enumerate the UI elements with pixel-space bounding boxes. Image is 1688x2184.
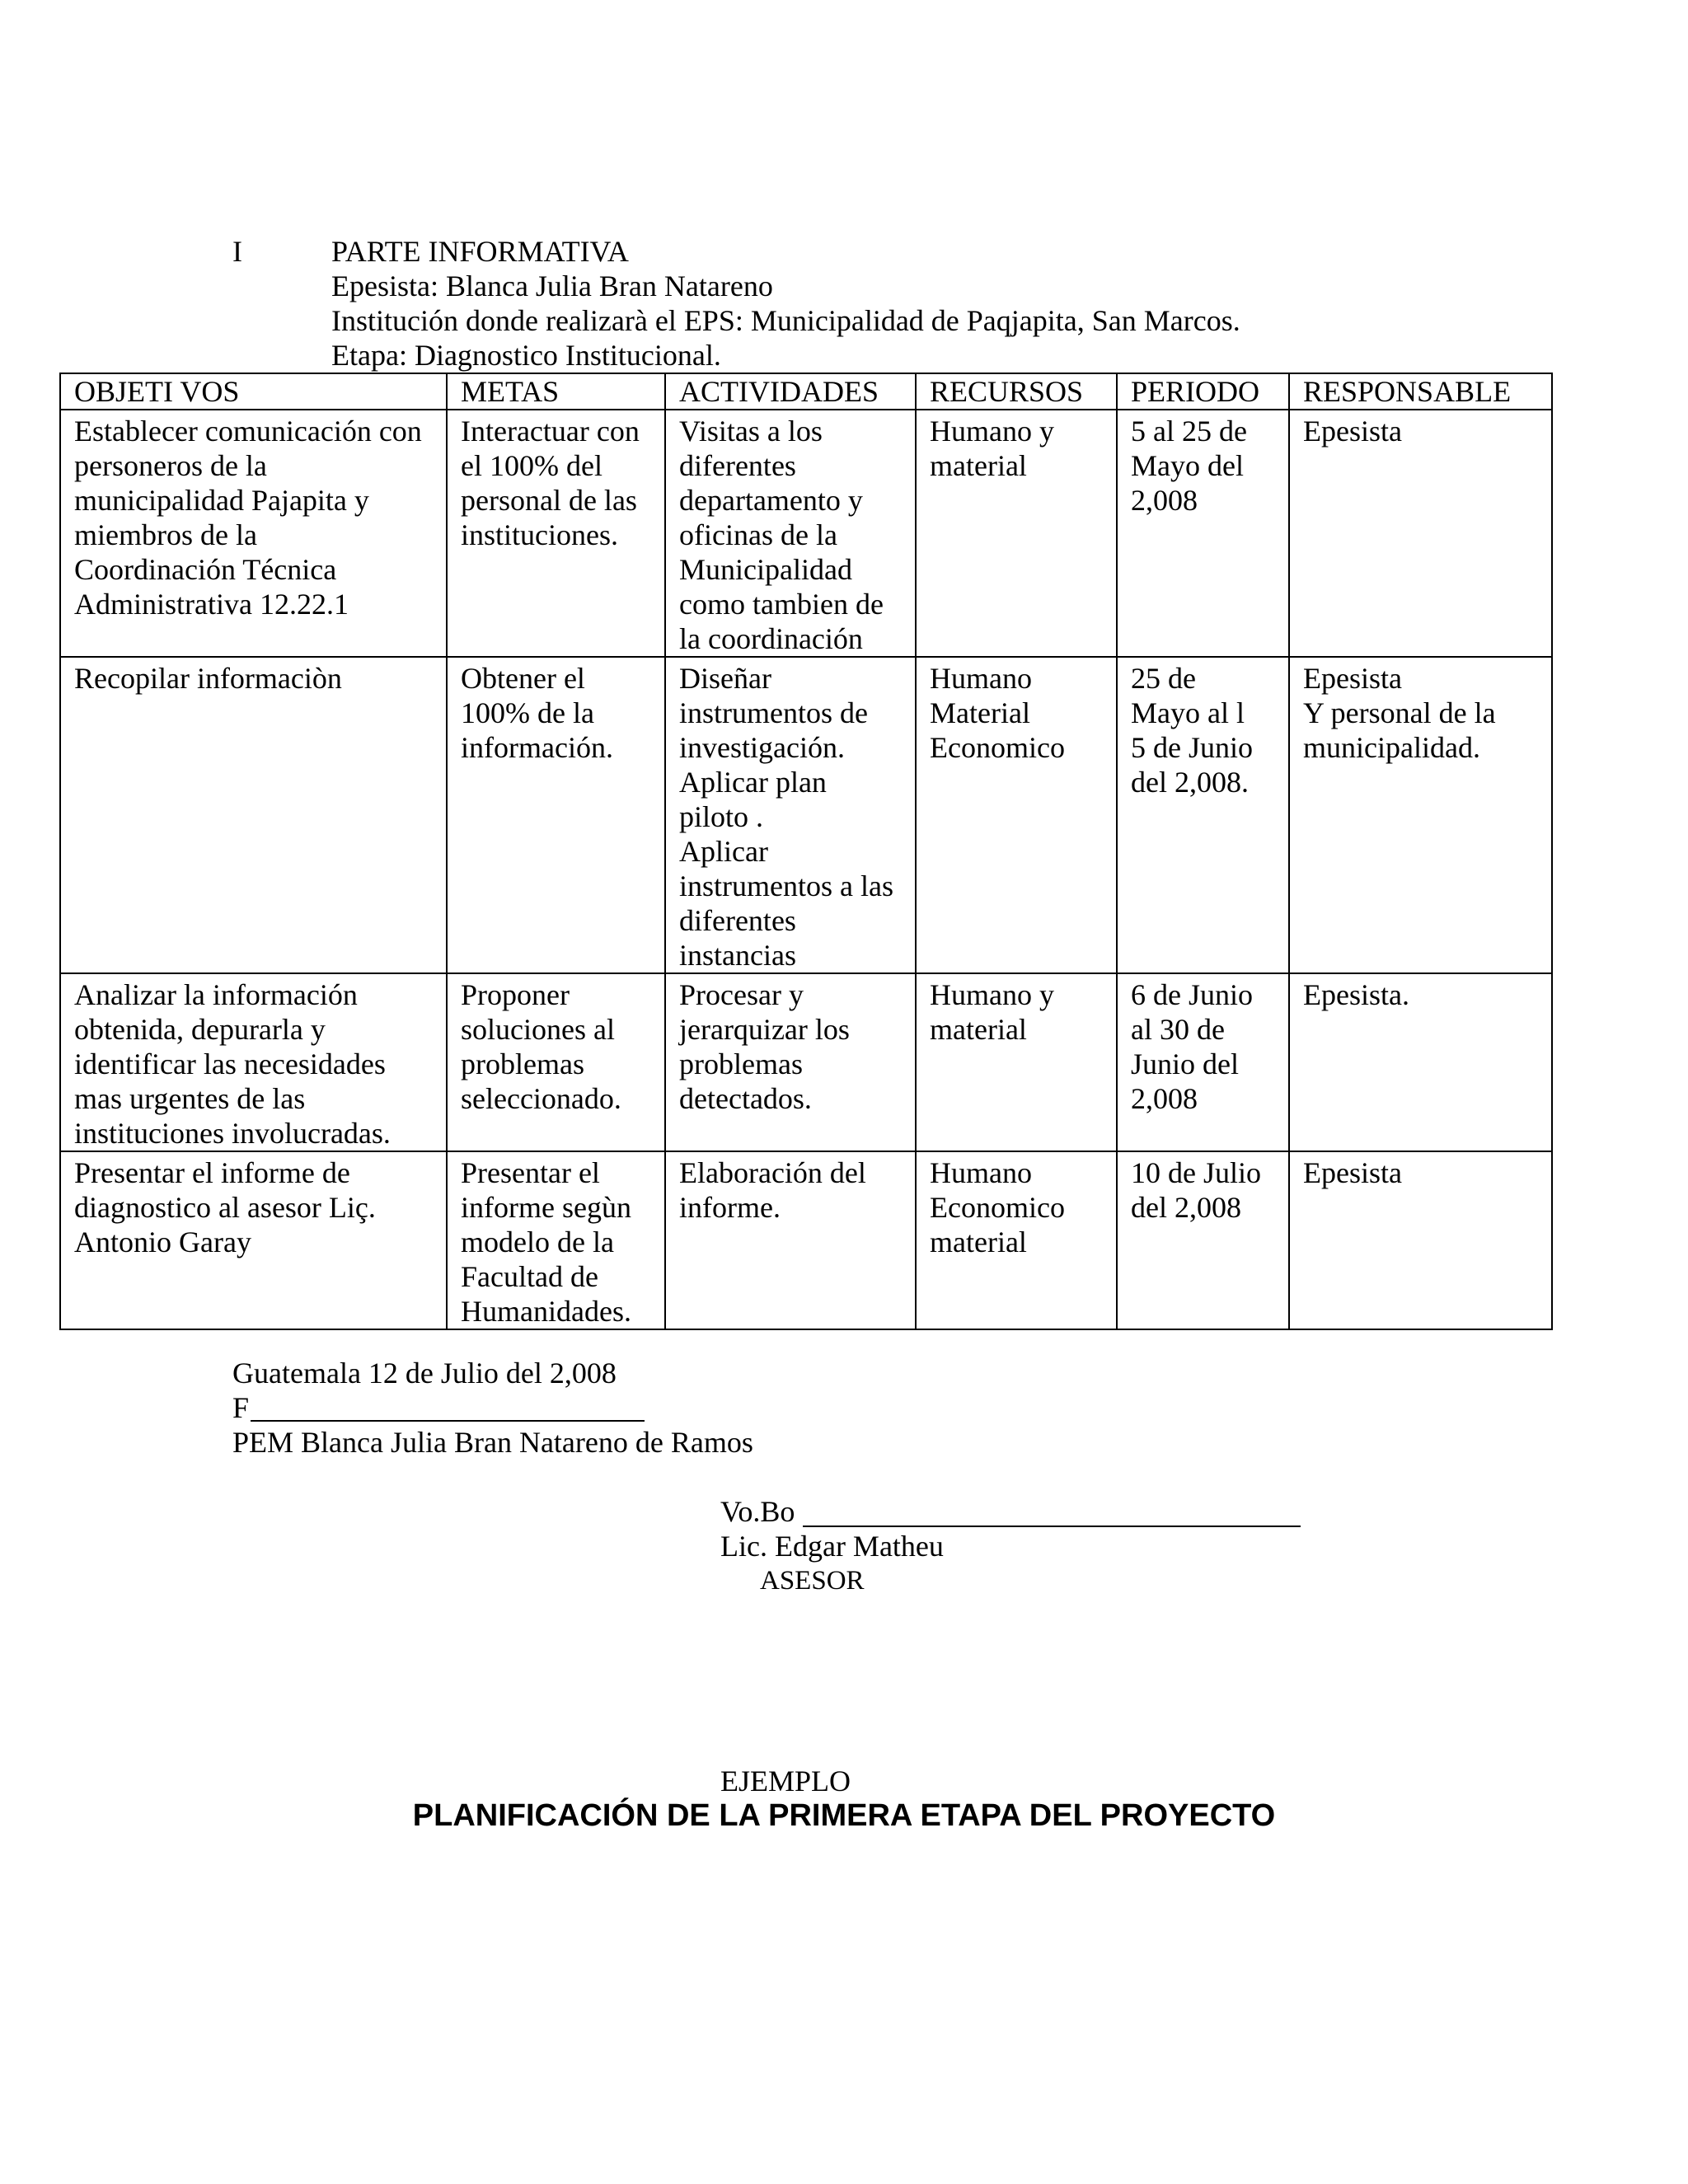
cell-text-line: material [930,1226,1027,1258]
cell-text-line: Aplicar plan [679,766,827,799]
cell-periodo [1117,410,1289,657]
cell-metas [447,657,665,973]
cell-text-line: Administrativa 12.22.1 [74,588,349,621]
cell-text-line: Establecer comunicación con [74,415,422,448]
cell-text-line: Procesar y [679,978,804,1011]
planning-table [59,373,1553,1330]
cell-text-line: instrumentos de [679,696,868,729]
cell-text-line: 10 de Julio [1131,1156,1261,1189]
place-date: Guatemala 12 de Julio del 2,008 [232,1357,617,1390]
cell-objetivos [60,1151,447,1329]
cell-text-line: Coordinación Técnica [74,553,337,586]
cell-text-line: seleccionado. [461,1082,621,1115]
cell-text-line: información. [461,731,613,764]
advisor-role: ASESOR [760,1566,865,1596]
cell-objetivos [60,973,447,1151]
cell-text-line: instancias [679,939,796,972]
cell-text-line: informe segùn [461,1191,631,1224]
cell-text-line: problemas [461,1047,584,1080]
cell-text-line: Mayo del [1131,449,1244,482]
cell-text-line: personal de las [461,484,637,517]
cell-text-line: material [930,1013,1027,1046]
cell-text-line: Humano y [930,978,1054,1011]
cell-text-line: piloto . [679,800,764,833]
vobo-signature-line [803,1526,1301,1527]
cell-actividades [665,657,916,973]
cell-text-line: el 100% del [461,449,603,482]
section-number: I [232,235,242,268]
example-label: EJEMPLO [720,1765,851,1797]
cell-responsable [1289,657,1552,973]
cell-text-line: jerarquizar los [679,1013,850,1046]
table-row [60,410,1552,657]
column-header-actividades: ACTIVIDADES [665,373,916,410]
cell-text-line: Junio del [1131,1047,1239,1080]
planning-heading: PLANIFICACIÓN DE LA PRIMERA ETAPA DEL PROYECTO [412,1798,1276,1833]
cell-responsable [1289,1151,1552,1329]
signer-name: PEM Blanca Julia Bran Natareno de Ramos [232,1426,753,1459]
cell-text-line: Diseñar [679,662,771,695]
cell-text-line: miembros de la [74,518,257,551]
cell-text-line: del 2,008 [1131,1191,1241,1224]
cell-text-line: oficinas de la [679,518,837,551]
cell-text-line: municipalidad Pajapita y [74,484,369,517]
column-header-metas: METAS [447,373,665,410]
cell-text-line: Elaboración del [679,1156,866,1189]
cell-text-line: mas urgentes de las [74,1082,306,1115]
cell-text-line: Proponer [461,978,570,1011]
cell-text-line: Economico [930,1191,1065,1224]
cell-periodo [1117,1151,1289,1329]
cell-text-line: 25 de [1131,662,1196,695]
cell-text-line: Material [930,696,1030,729]
cell-text-line: Epesista [1303,415,1402,448]
cell-text-line: municipalidad. [1303,731,1480,764]
cell-actividades [665,973,916,1151]
column-header-recursos: RECURSOS [916,373,1117,410]
cell-recursos [916,657,1117,973]
cell-text-line: detectados. [679,1082,812,1115]
cell-text-line: diferentes [679,449,796,482]
cell-text-line: modelo de la [461,1226,614,1258]
cell-text-line: Presentar el informe de [74,1156,350,1189]
cell-text-line: Visitas a los [679,415,823,448]
cell-text-line: 100% de la [461,696,594,729]
cell-text-line: Antonio Garay [74,1226,251,1258]
cell-recursos [916,410,1117,657]
cell-text-line: Epesista [1303,1156,1402,1189]
column-header-periodo: PERIODO [1117,373,1289,410]
cell-text-line: 5 de Junio [1131,731,1253,764]
cell-objetivos [60,657,447,973]
cell-text-line: instituciones. [461,518,618,551]
cell-periodo [1117,973,1289,1151]
signature-f-label: F [232,1391,250,1424]
signature-line [251,1420,645,1422]
cell-text-line: soluciones al [461,1013,615,1046]
table-row [60,973,1552,1151]
cell-text-line: diferentes [679,904,796,937]
cell-actividades [665,410,916,657]
cell-recursos [916,1151,1117,1329]
cell-text-line: problemas [679,1047,803,1080]
cell-text-line: obtenida, depurarla y [74,1013,326,1046]
cell-text-line: 2,008 [1131,1082,1198,1115]
cell-text-line: la coordinación [679,622,863,655]
cell-text-line: 6 de Junio [1131,978,1253,1011]
section-title: PARTE INFORMATIVA [331,235,629,268]
cell-text-line: 5 al 25 de [1131,415,1247,448]
cell-text-line: informe. [679,1191,781,1224]
cell-text-line: Epesista. [1303,978,1409,1011]
cell-text-line: Municipalidad [679,553,852,586]
column-header-responsable: RESPONSABLE [1289,373,1552,410]
cell-text-line: instrumentos a las [679,869,893,902]
table-header-row [60,373,1552,410]
cell-text-line: diagnostico al asesor Liç. [74,1191,376,1224]
cell-objetivos [60,410,447,657]
cell-text-line: Humano [930,662,1032,695]
cell-actividades [665,1151,916,1329]
cell-text-line: Humanidades. [461,1295,631,1328]
cell-responsable [1289,973,1552,1151]
epesista-line: Epesista: Blanca Julia Bran Natareno [331,269,773,302]
cell-text-line: instituciones involucradas. [74,1117,391,1150]
cell-text-line: Mayo al l [1131,696,1245,729]
cell-text-line: Epesista [1303,662,1402,695]
cell-text-line: Analizar la información [74,978,358,1011]
cell-text-line: 2,008 [1131,484,1198,517]
cell-text-line: Recopilar informaciòn [74,662,342,695]
cell-periodo [1117,657,1289,973]
table-row [60,657,1552,973]
cell-responsable [1289,410,1552,657]
cell-metas [447,1151,665,1329]
cell-text-line: Y personal de la [1303,696,1496,729]
cell-text-line: del 2,008. [1131,766,1249,799]
cell-metas [447,973,665,1151]
cell-text-line: como tambien de [679,588,884,621]
cell-text-line: Obtener el [461,662,585,695]
etapa-line: Etapa: Diagnostico Institucional. [331,339,721,372]
cell-text-line: identificar las necesidades [74,1047,386,1080]
advisor-name: Lic. Edgar Matheu [720,1530,944,1563]
cell-text-line: Humano [930,1156,1032,1189]
cell-text-line: Interactuar con [461,415,640,448]
vobo-label: Vo.Bo [720,1495,795,1528]
cell-metas [447,410,665,657]
table-row [60,1151,1552,1329]
cell-text-line: personeros de la [74,449,267,482]
cell-text-line: Aplicar [679,835,768,868]
cell-text-line: departamento y [679,484,863,517]
cell-text-line: Presentar el [461,1156,600,1189]
column-header-objetivos: OBJETI VOS [60,373,447,410]
cell-text-line: Economico [930,731,1065,764]
cell-text-line: al 30 de [1131,1013,1225,1046]
table-body [60,410,1552,1329]
cell-recursos [916,973,1117,1151]
cell-text-line: Facultad de [461,1260,598,1293]
cell-text-line: Humano y [930,415,1054,448]
institucion-line: Institución donde realizarà el EPS: Municipalidad de Paqjapita, San Marcos. [331,304,1240,337]
cell-text-line: material [930,449,1027,482]
cell-text-line: investigación. [679,731,845,764]
